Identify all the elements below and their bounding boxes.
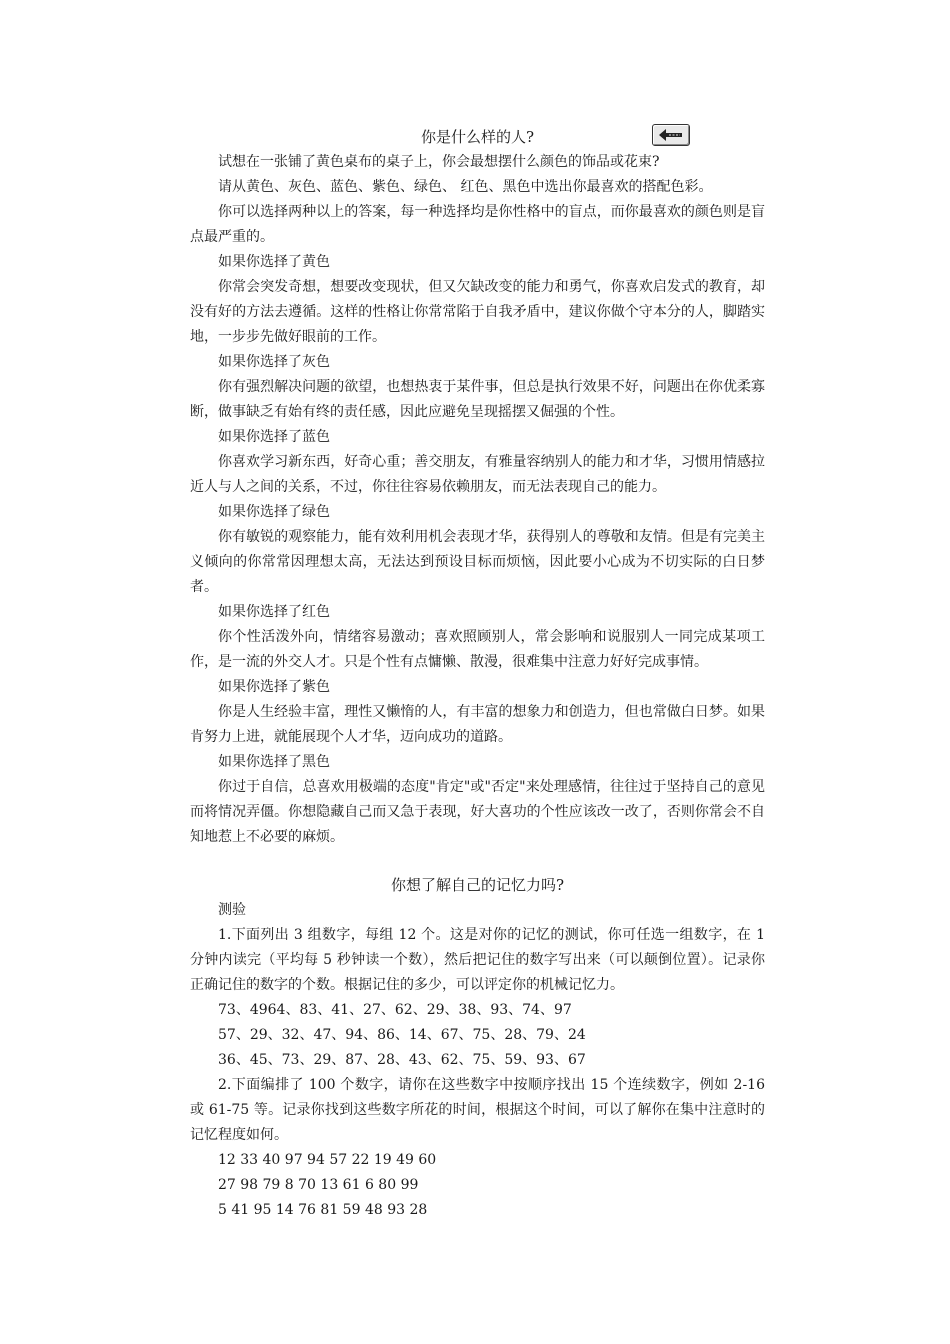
color-heading-purple: 如果你选择了紫色 [218,679,330,695]
color-heading-blue: 如果你选择了蓝色 [218,429,330,445]
number-row: 12 33 40 97 94 57 22 19 49 60 [218,1152,437,1168]
color-heading-red: 如果你选择了红色 [218,604,330,620]
color-heading-green: 如果你选择了绿色 [218,504,330,520]
document-content [190,124,770,1223]
question-1: 1.下面列出 3 组数字，每组 12 个。这是对你的记忆的测试，你可任选一组数字，在 1 分钟内读完（平均每 5 秒钟读一个数），然后把记住的数字写出来（可以颠倒位置）。记录你正确记住的数字的个数。根据记住的多少，可以评定你的机械记忆力。 [190,927,770,993]
section2-title: 你想了解自己的记忆力吗? [390,876,565,894]
color-heading-gray: 如果你选择了灰色 [218,354,330,370]
color-heading-yellow: 如果你选择了黄色 [218,254,330,270]
paragraph: 你常会突发奇想，想要改变现状，但又欠缺改变的能力和勇气，你喜欢启发式的教育，却没有好的方法去遵循。这样的性格让你常常陷于自我矛盾中，建议你做个守本分的人，脚踏实地，一步步先做好眼前的工作。 [190,279,765,345]
paragraph: 你个性活泼外向，情绪容易激动；喜欢照顾别人，常会影响和说服别人一同完成某项工作，是一流的外交人才。只是个性有点慵懒、散漫，很难集中注意力好好完成事情。 [190,629,765,670]
paragraph: 你是人生经验丰富，理性又懒惰的人，有丰富的想象力和创造力，但也常做白日梦。如果肯努力上进，就能展现个人才华，迈向成功的道路。 [190,704,765,745]
number-group: 36、45、73、29、87、28、43、62、75、59、93、67 [218,1052,586,1068]
number-row: 27 98 79 8 70 13 61 6 80 99 [218,1177,419,1193]
paragraph: 试想在一张铺了黄色桌布的桌子上，你会最想摆什么颜色的饰品或花束? [218,154,660,170]
paragraph: 你有强烈解决问题的欲望，也想热衷于某件事，但总是执行效果不好，问题出在你优柔寡断，做事缺乏有始有终的责任感，因此应避免呈现摇摆又倔强的个性。 [190,379,765,420]
paragraph: 你有敏锐的观察能力，能有效利用机会表现才华，获得别人的尊敬和友情。但是有完美主义倾向的你常常因理想太高，无法达到预设目标而烦恼，因此要小心成为不切实际的白日梦者。 [190,529,765,595]
number-group: 57、29、32、47、94、86、14、67、75、28、79、24 [218,1027,586,1043]
paragraph: 你可以选择两种以上的答案，每一种选择均是你性格中的盲点，而你最喜欢的颜色则是盲点最严重的。 [190,204,765,245]
back-button[interactable] [652,124,690,146]
section-spacer [190,850,765,873]
section1-title: 你是什么样的人? [420,128,535,146]
test-label: 测验 [218,902,246,918]
back-arrow-icon [658,128,684,142]
paragraph: 你喜欢学习新东西，好奇心重；善交朋友，有雅量容纳别人的能力和才华，习惯用情感拉近人与人之间的关系，不过，你往往容易依赖朋友，而无法表现自己的能力。 [190,454,765,495]
section1-header [190,124,765,150]
paragraph: 你过于自信，总喜欢用极端的态度"肯定"或"否定"来处理感情，往往过于坚持自己的意见而将情况弄僵。你想隐藏自己而又急于表现，好大喜功的个性应该改一改了，否则你常会不自知地惹上不必要的麻烦。 [190,779,765,845]
color-heading-black: 如果你选择了黑色 [218,754,330,770]
number-group: 73、4964、83、41、27、62、29、38、93、74、97 [218,1002,572,1018]
paragraph: 请从黄色、灰色、蓝色、紫色、绿色、 红色、黑色中选出你最喜欢的搭配色彩。 [218,179,713,195]
number-row: 5 41 95 14 76 81 59 48 93 28 [218,1202,428,1218]
question-2: 2.下面编排了 100 个数字，请你在这些数字中按顺序找出 15 个连续数字，例如 2-16 或 61-75 等。记录你找到这些数字所花的时间，根据这个时间，可以了解你在集中注意时的记忆程度如何。 [190,1077,770,1143]
